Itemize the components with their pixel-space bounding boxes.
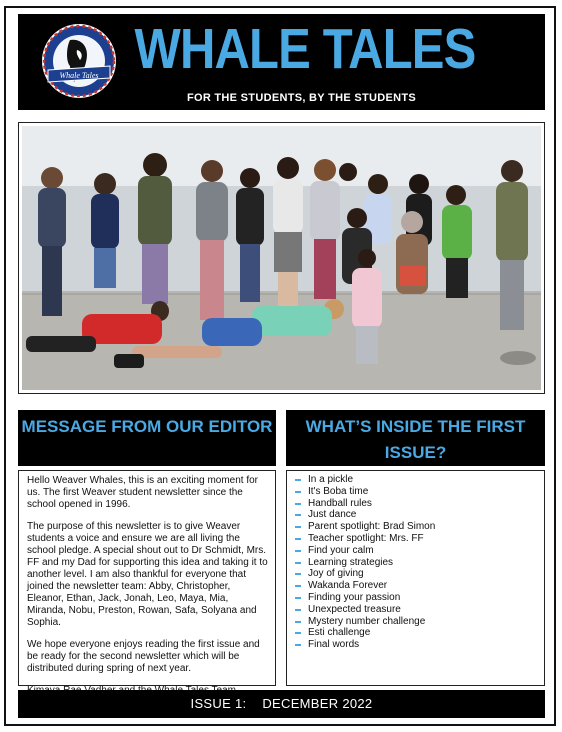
contents-item: Finding your passion <box>295 592 538 604</box>
issue-date: DECEMBER 2022 <box>262 696 373 711</box>
issue-footer <box>18 690 545 718</box>
contents-list-box <box>286 470 545 686</box>
contents-item: Parent spotlight: Brad Simon <box>295 521 538 533</box>
contents-item: Learning strategies <box>295 557 538 569</box>
editor-paragraph: We hope everyone enjoys reading the first issue and be ready for the second newsletter which will be distributed during spring of next year. <box>27 639 260 674</box>
contents-item: Teacher spotlight: Mrs. FF <box>295 533 538 545</box>
contents-list <box>295 474 538 651</box>
contents-item: It's Boba time <box>295 486 538 498</box>
newsletter-title: WHALE TALES <box>134 17 476 81</box>
contents-item: Final words <box>295 639 538 651</box>
contents-heading: WHAT’S INSIDE THE FIRST ISSUE? <box>286 410 545 466</box>
contents-item: Wakanda Forever <box>295 580 538 592</box>
group-photo-image <box>22 126 541 390</box>
newsletter-tagline: FOR THE STUDENTS, BY THE STUDENTS <box>186 92 417 104</box>
contents-item: Handball rules <box>295 498 538 510</box>
contents-item: Just dance <box>295 509 538 521</box>
contents-item: Esti challenge <box>295 627 538 639</box>
contents-item: In a pickle <box>295 474 538 486</box>
contents-item: Joy of giving <box>295 568 538 580</box>
photo-frame <box>18 122 545 394</box>
contents-item: Find your calm <box>295 545 538 557</box>
editor-message <box>18 470 276 686</box>
editor-paragraph: The purpose of this newsletter is to give Weaver students a voice and ensure we are all living the school pledge. A special shout out to Dr Schmidt, Mrs. FF and my Dad for supporting this idea and taking it to another level. I am also thankful for everyone that joined the newsletter team: Abby, Christopher, Eleanor, Ethan, Jack, Jonah, Leo, Maya, Mia, Miranda, Nobu, Preston, Rowan, Safa, Solyana and Sophia. <box>27 521 268 628</box>
editor-heading: MESSAGE FROM OUR EDITOR <box>18 410 276 466</box>
issue-number: ISSUE 1: <box>190 696 247 711</box>
masthead <box>18 14 545 110</box>
editor-paragraph: Hello Weaver Whales, this is an exciting moment for us. The first Weaver student newsletter since the school opened in 1996. <box>27 475 259 510</box>
contents-item: Mystery number challenge <box>295 616 538 628</box>
contents-item: Unexpected treasure <box>295 604 538 616</box>
logo-banner-text: Whale Tales <box>59 71 99 80</box>
